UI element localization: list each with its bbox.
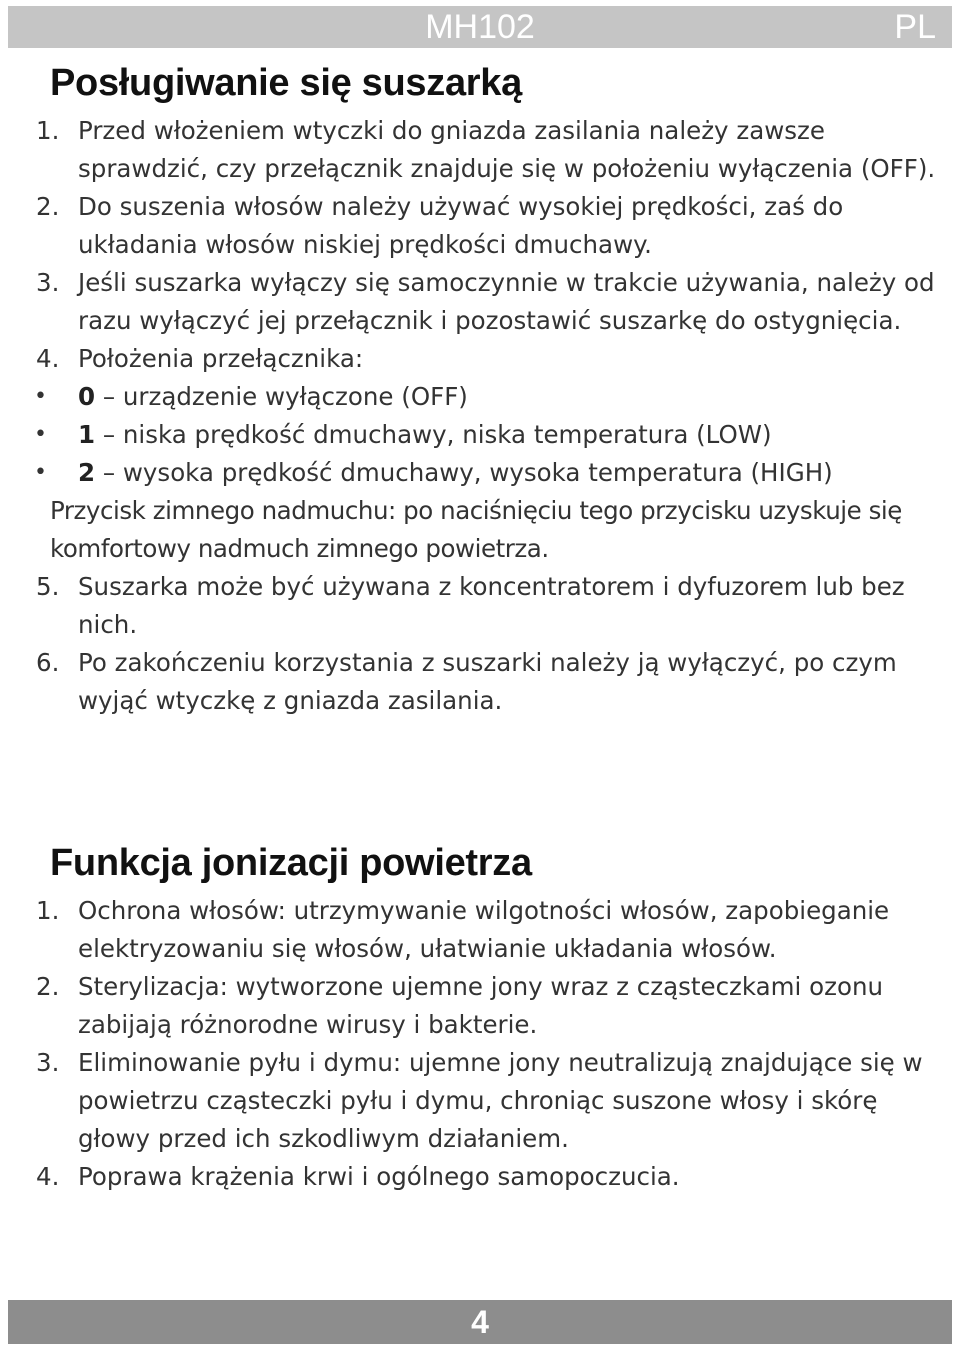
item-text: Przed włożeniem wtyczki do gniazda zasilania należy zawsze sprawdzić, czy przełącznik znajduje się w położeniu wyłączenia (OFF). [78,116,936,183]
switch-position-item [0,378,960,416]
list-item [0,1158,960,1196]
switch-key: 0 [78,382,96,411]
item-text: Położenia przełącznika: [78,344,364,373]
item-text: Eliminowanie pyłu i dymu: ujemne jony neutralizują znajdujące się w powietrzu cząsteczki pyłu i dymu, chroniąc suszone włosy i skórę głowy przed ich szkodliwym działaniem. [78,1048,923,1153]
bullet-icon: • [34,422,47,447]
item-text: Do suszenia włosów należy używać wysokiej prędkości, zaś do układania włosów niskiej prędkości dmuchawy. [78,192,844,259]
section-title-usage: Posługiwanie się suszarką [50,62,522,104]
item-number: 1. [36,116,60,145]
switch-desc: – urządzenie wyłączone (OFF) [95,382,468,411]
header-bar [8,6,952,48]
bullet-icon: • [34,384,47,409]
item-number: 3. [36,1048,60,1077]
item-number: 6. [36,648,60,677]
list-item [0,968,960,1044]
language-code: PL [894,8,936,46]
item-text: Suszarka może być używana z koncentratorem i dyfuzorem lub bez nich. [78,572,905,639]
list-item [0,340,960,378]
item-text: Jeśli suszarka wyłączy się samoczynnie w trakcie używania, należy od razu wyłączyć jej przełącznik i pozostawić suszarkę do ostygnięcia. [78,268,935,335]
item-number: 4. [36,344,60,373]
item-number: 4. [36,1162,60,1191]
switch-desc: – niska prędkość dmuchawy, niska temperatura (LOW) [95,420,772,449]
item-text: Ochrona włosów: utrzymywanie wilgotności włosów, zapobieganie elektryzowaniu się włosów, ułatwianie układania włosów. [78,896,890,963]
page-number: 4 [471,1304,489,1340]
switch-key: 2 [78,458,96,487]
item-number: 2. [36,192,60,221]
list-item [0,112,960,188]
switch-desc: – wysoka prędkość dmuchawy, wysoka temperatura (HIGH) [95,458,833,487]
item-number: 3. [36,268,60,297]
list-item [0,568,960,644]
item-number: 5. [36,572,60,601]
list-item [0,1044,960,1158]
cold-shot-paragraph: Przycisk zimnego nadmuchu: po naciśnięciu tego przycisku uzyskuje się komfortowy nadmuch zimnego powietrza. [50,496,902,563]
switch-position-item [0,454,960,492]
list-item [0,264,960,340]
list-item [0,644,960,720]
switch-position-item [0,416,960,454]
usage-list [0,112,960,720]
bullet-icon: • [34,460,47,485]
item-text: Sterylizacja: wytworzone ujemne jony wraz z cząsteczkami ozonu zabijają różnorodne wirusy i bakterie. [78,972,884,1039]
section-title-ionization: Funkcja jonizacji powietrza [50,842,532,884]
list-item [0,188,960,264]
model-number: MH102 [425,8,535,46]
item-number: 1. [36,896,60,925]
item-number: 2. [36,972,60,1001]
list-item [0,892,960,968]
item-text: Poprawa krążenia krwi i ogólnego samopoczucia. [78,1162,680,1191]
footer-bar [8,1300,952,1344]
switch-key: 1 [78,420,96,449]
ionization-list [0,892,960,1196]
item-text: Po zakończeniu korzystania z suszarki należy ją wyłączyć, po czym wyjąć wtyczkę z gniazda zasilania. [78,648,897,715]
